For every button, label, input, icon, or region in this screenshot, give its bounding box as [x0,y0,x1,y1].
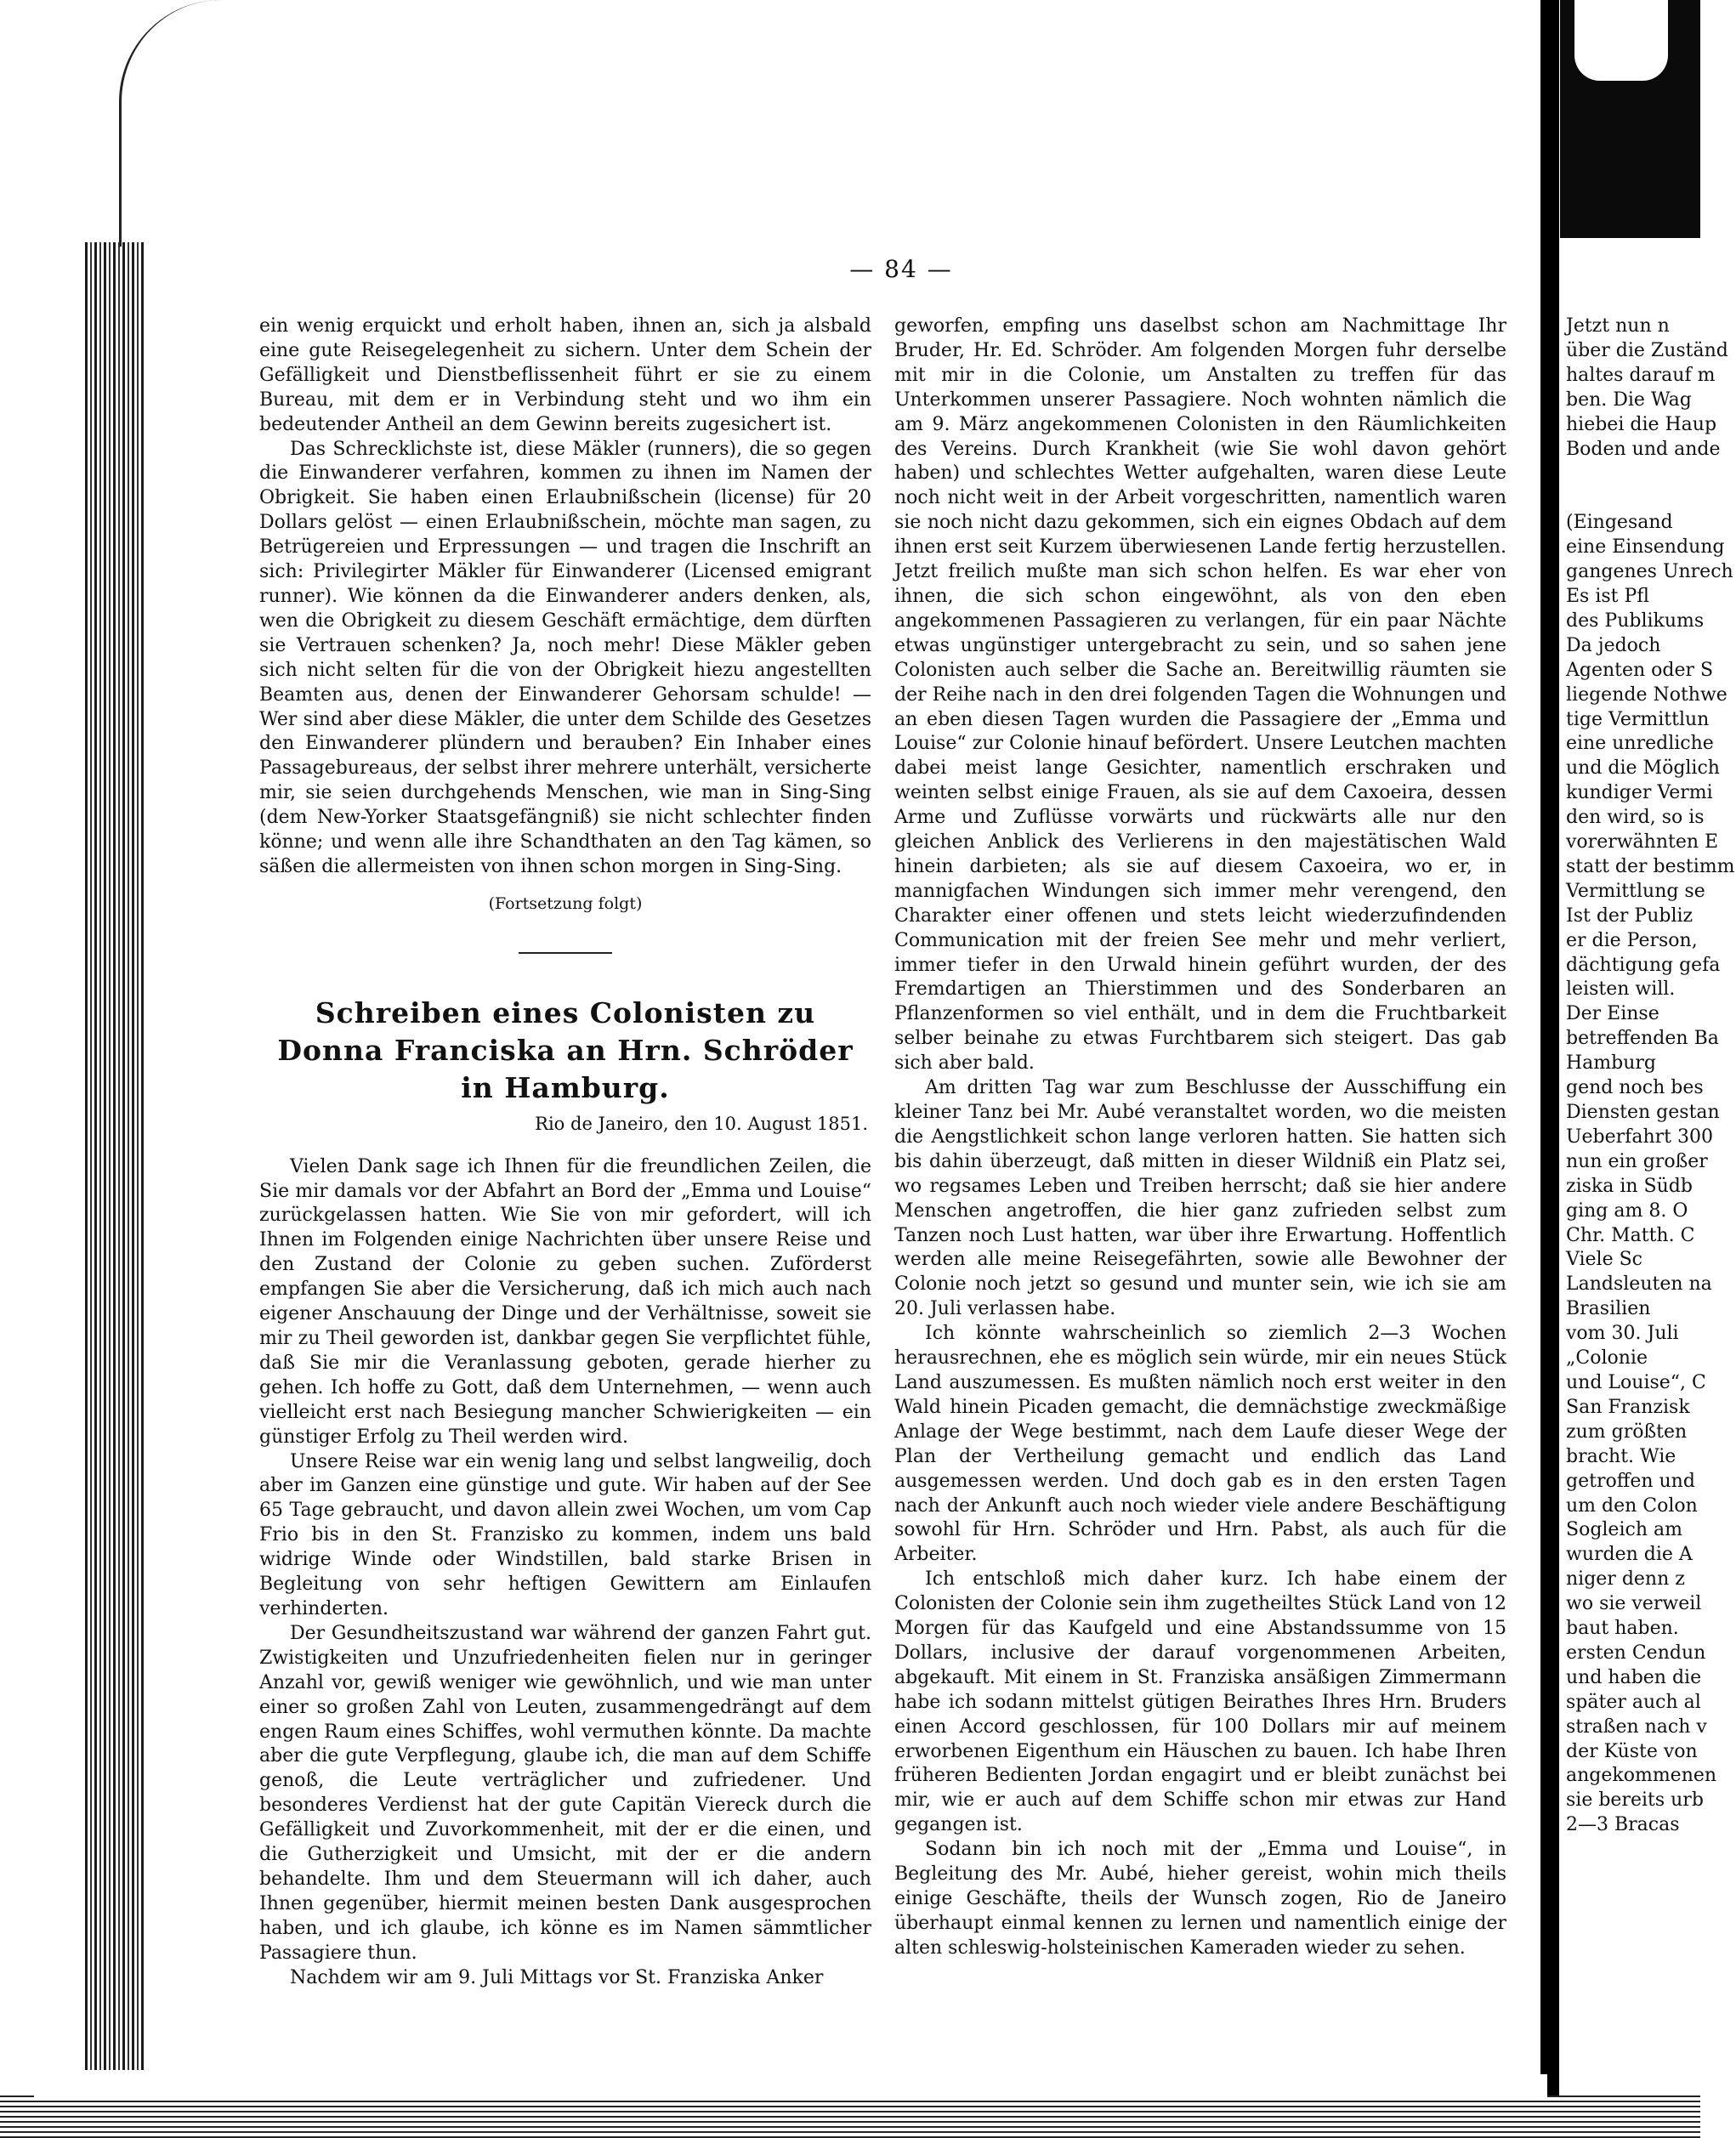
text-line: gangenes Unrech [1566,561,1733,583]
text-line: kundiger Vermi [1566,782,1713,804]
text-line: vorerwähnten E [1566,831,1719,853]
paragraph: Das Schrecklichste ist, diese Mäkler (runners), die so gegen die Einwanderer verfahren, kommen zu ihnen im Namen der Obrigkeit. Sie haben einen Erlaubnißschein (license) für 20 Dollars gelöst — einen Erlaubnißschein, möchte man sagen, zu Betrügereien und Erpressungen — und tragen die Inschrift an sich: Privilegirter Mäkler für Einwanderer (Licensed emigrant runner). Wie können da die Einwanderer anders denken, als, wen die Obrigkeit zu diesem Geschäft ermächtige, dem dürften sie Vertrauen schenken? Ja, noch mehr! Diese Mäkler geben sich nicht selten für die von der Obrigkeit hiezu angestellten Beamten aus, denen der Einwanderer Gehorsam schulde! — Wer sind aber diese Mäkler, die unter dem Schilde des Gesetzes den Einwanderer plündern und berauben? Ein Inhaber eines Passagebureaus, der selbst ihrer mehrere unterhält, versicherte mir, sie seien durchgehends Menschen, wie man in Sing-Sing (dem New-Yorker Staatsgefängniß) sie nicht schlechter finden könne; und wenn alle ihre Schandthaten an den Tag kämen, so säßen die allermeisten von ihnen schon morgen in Sing-Sing. [259,438,871,877]
text-line: Ist der Publiz [1566,905,1693,927]
text-line: wo sie verweil [1566,1593,1702,1615]
text-line: Boden und ande [1566,438,1721,460]
right-column-fragment [1566,315,1736,1838]
text-line: Hamburg [1566,1052,1657,1075]
left-column [259,315,871,1990]
book-spine [1540,0,1559,2138]
continuation-note: (Fortsetzung folgt) [488,893,643,913]
text-line: über die Zuständ [1566,339,1728,361]
text-line: Vermittlung se [1566,880,1705,902]
text-line: 2—3 Bracas [1566,1814,1680,1836]
paragraph: Sodann bin ich noch mit der „Emma und Louise“, in Begleitung des Mr. Aubé, hieher gereist, wohin mich theils einige Geschäfte, theils der Wunsch zogen, Rio de Janeiro überhaupt einmal kennen zu lernen und namentlich einige der alten schleswig-holsteinischen Kameraden wieder zu sehen. [894,1839,1506,1959]
text-line: wurden die A [1566,1544,1693,1566]
article-title: Schreiben eines Colonisten zu Donna Franciska an Hrn. Schröder in Hamburg. [277,995,854,1104]
page-stack-edge [85,242,145,2070]
paragraph: Ich entschloß mich daher kurz. Ich habe einem der Colonisten der Colonie sein ihm zugetheiltes Stück Land von 12 Morgen für das Kaufgeld und eine Abstandssumme von 15 Dollars, inclusive der darauf vorgenommenen Arbeiten, abgekauft. Mit einem in St. Franziska ansäßigen Zimmermann habe ich sodann mittelst gütigen Beirathes Ihres Hrn. Bruders einen Accord geschlossen, für 100 Dollars mir auf meinem erworbenen Eigenthum ein Häuschen zu bauen. Ich habe Ihren früheren Bedienten Jordan engagirt und er bleibt zunächst bei mir, wie er auch auf dem Schiffe schon mir etwas zur Hand gegangen ist. [894,1568,1506,1836]
text-line: eine unredliche [1566,733,1714,755]
text-line: niger denn z [1566,1568,1685,1591]
section-divider [519,952,612,954]
text-line: gend noch bes [1566,1077,1704,1099]
text-line: San Franzisk [1566,1396,1690,1418]
text-line: „Colonie [1566,1347,1648,1370]
middle-column [894,315,1506,1961]
dateline: Rio de Janeiro, den 10. August 1851. [535,1113,868,1134]
text-line [1566,462,1736,486]
text-line: Diensten gestan [1566,1102,1720,1123]
text-line: Jetzt nun n [1566,315,1670,337]
text-line: leisten will. [1566,978,1676,1001]
text-line: betreffenden Ba [1566,1028,1719,1050]
text-line: Da jedoch [1566,634,1661,656]
bottom-margin [34,2074,1547,2100]
text-line [1566,486,1736,511]
text-line: um den Colon [1566,1494,1698,1517]
text-line: (Eingesand [1566,512,1673,534]
paragraph: Am dritten Tag war zum Beschlusse der Ausschiffung ein kleiner Tanz bei Mr. Aubé veranstaltet worden, wo die meisten die Aengstlichkeit schon lange verloren hatten. Sie hatten sich bis dahin überzeugt, daß mitten in dieser Wildniß ein Platz sei, wo regsames Leben und Treiben herrscht; daß sie hier andere Menschen angetroffen, die hier ganz zufrieden selbst zum Tanzen noch Lust hatten, war über ihre Erwartung. Hoffentlich werden alle meine Reisegefährten, sowie alle Bewohner der Colonie noch jetzt so gesund und munter sein, wie ich sie am 20. Juli verlassen habe. [894,1077,1506,1320]
paragraph: geworfen, empfing uns daselbst schon am Nachmittage Ihr Bruder, Hr. Ed. Schröder. Am folgenden Morgen fuhr derselbe mit mir in die Colonie, um Anstalten zu treffen für das Unterkommen unserer Passagiere. Noch wohnten nämlich die am 9. März angekommenen Colonisten in den Räumlichkeiten des Vereins. Durch Krankheit (wie Sie wohl davon gehört haben) und schlechtes Wetter aufgehalten, waren diese Leute noch nicht weit in der Arbeit vorgeschritten, namentlich waren sie noch nicht dazu gekommen, sich ein eignes Obdach auf dem ihnen erst seit Kurzem überwiesenen Lande fertig herzustellen. Jetzt freilich mußte man sich schon helfen. Es war eher von ihnen, die sich schon eingewöhnt, als von den eben angekommenen Passagieren zu verlangen, für ein paar Nächte etwas ungünstiger untergebracht zu sein, und so sahen jene Colonisten auch selber die Sache an. Bereitwillig räumten sie der Reihe nach in den drei folgenden Tagen die Wohnungen und an eben diesen Tagen wurden die Passagiere der „Emma und Louise“ zur Colonie hinauf befördert. Unsere Leutchen machten dabei meist lange Gesichter, namentlich erschraken und weinten selbst einige Frauen, als sie auf dem Caxoeira, dessen Arme und Zuflüsse vorwärts und rückwärts alle nur den gleichen Anblick des Verlierens in den majestätischen Wald hinein darbieten; als sie auf diesem Caxoeira, wo er, in mannigfachen Windungen sich immer mehr verengend, den Charakter einer offenen und stets leicht wiederzufindenden Communication mit der freien See mehr und mehr verliert, immer tiefer in den Urwald hinein geführt wurden, der des Fremdartigen an Thierstimmen und des Sonderbaren an Pflanzenformen so viel enthält, und in dem die Fruchtbarkeit selber beinahe zu etwas Furchtbarem sich steigert. Das gab sich aber bald. [894,315,1506,1075]
text-line: Landsleuten na [1566,1273,1712,1296]
text-line: Der Einse [1566,1003,1659,1025]
text-line: eine Einsendung [1566,536,1725,559]
text-line: sie bereits urb [1566,1789,1704,1812]
text-line: Sogleich am [1566,1519,1682,1541]
text-line: später auch al [1566,1691,1701,1713]
text-line: ersten Cendun [1566,1642,1706,1664]
paragraph: Vielen Dank sage ich Ihnen für die freundlichen Zeilen, die Sie mir damals vor der Abfahrt an Bord der „Emma und Louise“ zurückgelassen hatten. Wie Sie von mir gefordert, will ich Ihnen im Folgenden einige Nachrichten über unsere Reise und den Zustand der Colonie zu geben suchen. Zuförderst empfangen Sie aber die Versicherung, daß ich mich auch nach eigener Anschauung der Dinge und der Verhältnisse, soweit sie mir zu Theil geworden ist, dankbar gegen Sie verpflichtet fühle, daß Sie mir die Veranlassung geboten, gerade hierher zu gehen. Ich hoffe zu Gott, daß dem Unternehmen, — wenn auch vielleicht erst nach Besiegung mancher Schwierigkeiten — ein günstiger Erfolg zu Theil werden wird. [259,1155,871,1448]
text-line: ben. Die Wag [1566,388,1692,411]
text-line: und haben die [1566,1666,1702,1688]
text-line: baut haben. [1566,1618,1679,1640]
spine-gap [1574,0,1668,81]
text-line: hiebei die Haup [1566,413,1717,435]
text-line: Chr. Matth. C [1566,1224,1695,1246]
paragraph: Der Gesundheitszustand war während der ganzen Fahrt gut. Zwistigkeiten und Unzufriedenheiten fielen nur in geringer Anzahl vor, gewiß weniger wie gewöhnlich, und wie man unter einer so großen Zahl von Leuten, zusammengedrängt auf dem engen Raum eines Schiffes, wohl vermuthen könnte. Da machte aber die gute Verpflegung, glaube ich, die man auf dem Schiffe genoß, die Leute verträglicher und zufriedener. Und besonderes Verdienst hat der gute Capitän Viereck durch die Gefälligkeit und Zuvorkommenheit, mit der er die einen, und die Gutherzigkeit und Umsicht, mit der er die andern behandelte. Ihm und dem Steuermann will ich daher, auch Ihnen gegenüber, hiermit meinen besten Dank ausgesprochen haben, und ich glaube, ich könne es im Namen sämmtlicher Passagiere thun. [259,1622,871,1964]
paragraph: ein wenig erquickt und erholt haben, ihnen an, sich ja alsbald eine gute Reisegelegenheit zu sichern. Unter dem Schein der Gefälligkeit und Dienstbeflissenheit führt er sie zu einem Bureau, mit dem er in Verbindung steht und wo ihm ein bedeutender Antheil an dem Gewinn bereits zugesichert ist. [259,315,871,435]
page-curve [119,0,1567,247]
text-line: bracht. Wie [1566,1445,1676,1467]
text-line: er die Person, [1566,929,1698,951]
paragraph: Ich könnte wahrscheinlich so ziemlich 2—3 Wochen herausrechnen, ehe es möglich sein würde, mir ein neues Stück Land auszumessen. Es mußten nämlich noch erst weiter in den Wald hinein Picaden gemacht, die demnächstige zweckmäßige Anlage der Wege bestimmt, nach dem Laufe dieser Wege der Plan der Vertheilung gemacht und endlich das Land ausgemessen werden. Und doch gab es in den ersten Tagen nach der Ankunft auch noch wieder viele andere Beschäftigung sowohl für Hrn. Schröder und Hrn. Pabst, als auch für die Arbeiter. [894,1323,1506,1566]
text-line: des Publikums [1566,610,1705,632]
text-line: ging am 8. O [1566,1199,1688,1222]
text-line: dächtigung gefa [1566,954,1721,976]
text-line: den wird, so is [1566,807,1705,829]
text-line: vom 30. Juli [1566,1323,1679,1345]
text-line: Es ist Pfl [1566,585,1649,607]
text-line: Viele Sc [1566,1249,1642,1271]
page-number: — 84 — [849,255,953,283]
text-line: ziska in Südb [1566,1175,1693,1197]
text-line: liegende Nothwe [1566,683,1727,706]
text-line: statt der bestimm [1566,855,1735,877]
text-line: der Küste von [1566,1740,1698,1762]
paragraph: Nachdem wir am 9. Juli Mittags vor St. Franziska Anker [290,1966,824,1988]
text-line: haltes darauf m [1566,364,1716,386]
text-line: angekommenen [1566,1765,1717,1787]
text-line: Ueberfahrt 300 [1566,1126,1713,1148]
text-line: getroffen und [1566,1470,1695,1492]
text-line: straßen nach v [1566,1716,1707,1738]
text-line: und Louise“, C [1566,1371,1706,1393]
text-line: Brasilien [1566,1298,1651,1320]
text-line: nun ein großer [1566,1150,1708,1172]
text-line: zum größten [1566,1421,1688,1443]
text-line: tige Vermittlun [1566,708,1710,730]
bottom-page-edge [0,2095,1700,2138]
text-line: und die Möglich [1566,757,1720,780]
paragraph: Unsere Reise war ein wenig lang und selbst langweilig, doch aber im Ganzen eine günstige und gute. Wir haben auf der See 65 Tage gebraucht, und davon allein zwei Wochen, um vom Cap Frio bis in den St. Franzisko zu kommen, indem uns bald widrige Winde oder Windstillen, bald starke Brisen in Begleitung von sehr heftigen Gewittern am Einlaufen verhinderten. [259,1450,871,1619]
text-line: Agenten oder S [1566,659,1714,681]
